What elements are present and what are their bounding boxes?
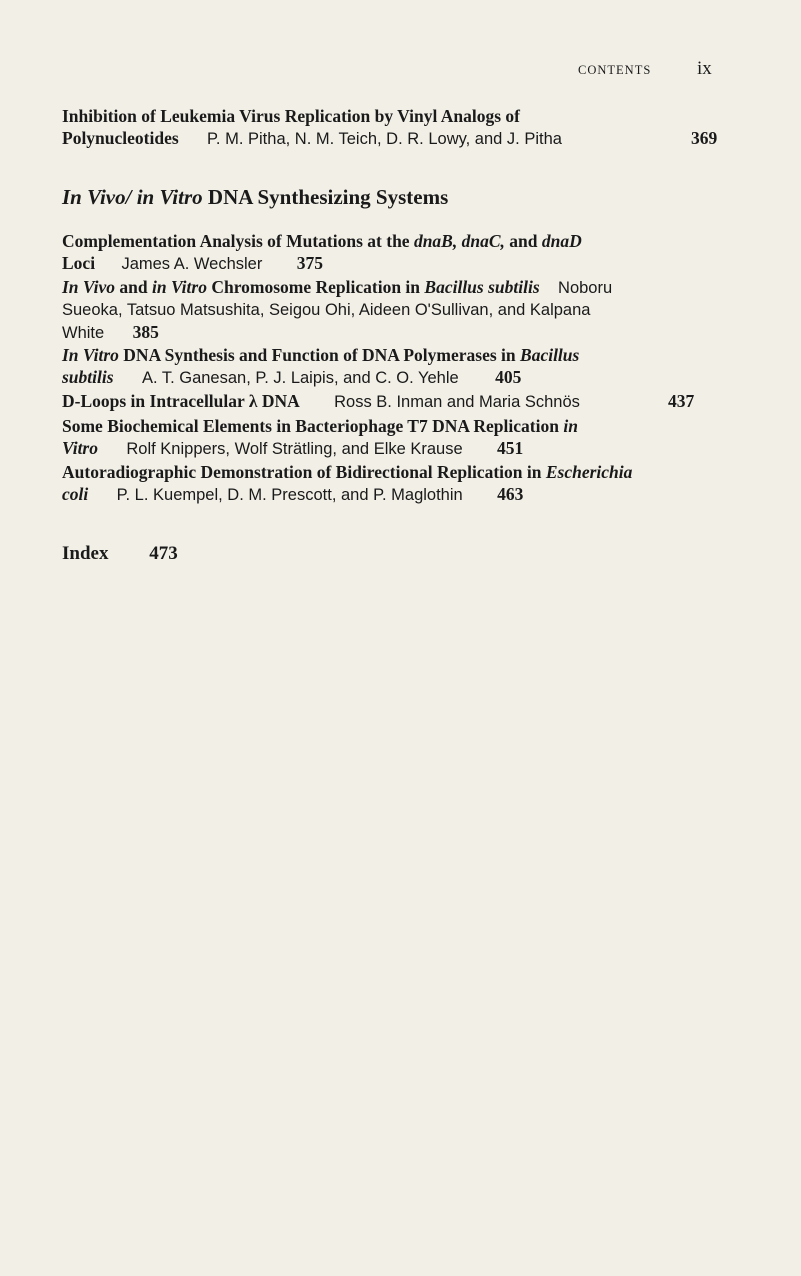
entry-authors: A. T. Ganesan, P. J. Laipis, and C. O. Yehle (141, 369, 459, 387)
toc-entry (62, 276, 722, 344)
toc-entry (62, 230, 722, 275)
entry-authors: Sueoka, Tatsuo Matsushita, Seigou Ohi, Aideen O'Sullivan, and Kalpana (62, 301, 591, 319)
entry-title-italic: Vitro (62, 438, 98, 458)
entry-page: 437 (668, 391, 695, 411)
toc-entry (62, 415, 722, 460)
entry-authors: Ross B. Inman and Maria Schnös (334, 393, 580, 411)
entry-authors: James A. Wechsler (121, 255, 263, 273)
entry-title: Autoradiographic Demonstration of Bidirectional Replication in (62, 462, 546, 482)
index-page: 473 (149, 543, 178, 564)
entry-title-italic: Escherichia (545, 462, 633, 482)
entry-title-italic: subtilis (62, 367, 114, 387)
entry-title: Chromosome Replication in (206, 277, 425, 297)
entry-authors: White (62, 324, 105, 342)
entry-title-italic: in (563, 416, 578, 436)
toc-entry (62, 344, 722, 389)
entry-title: DNA Synthesis and Function of DNA Polymerases in (118, 345, 521, 365)
entry-page: 405 (495, 367, 522, 387)
entry-authors: P. M. Pitha, N. M. Teich, D. R. Lowy, and J. Pitha (207, 130, 562, 148)
entry-page: 385 (132, 322, 159, 342)
entry-title-italic: in Vitro (151, 277, 207, 297)
entry-title-italic: Bacillus subtilis (424, 277, 540, 297)
entry-title-italic: Bacillus (520, 345, 580, 365)
toc-entry (62, 105, 722, 150)
entry-title-italic: dnaD (541, 231, 582, 251)
entry-title: D-Loops in Intracellular λ DNA (62, 391, 300, 411)
entry-page: 451 (497, 438, 524, 458)
section-title-rest: DNA Synthesizing Systems (207, 185, 449, 209)
entry-page: 369 (691, 128, 718, 148)
entry-title: Loci (62, 253, 96, 273)
toc-entry (62, 390, 722, 413)
entry-title: Some Biochemical Elements in Bacteriophage T7 DNA Replication (62, 416, 564, 436)
entry-title-italic: In Vitro (62, 345, 119, 365)
entry-title: Complementation Analysis of Mutations at the (62, 231, 414, 251)
section-title-italic: In Vivo/ in Vitro (62, 185, 203, 209)
entry-title: Inhibition of Leukemia Virus Replication by Vinyl Analogs of (62, 106, 521, 126)
entry-authors: Rolf Knippers, Wolf Strätling, and Elke Krause (126, 440, 463, 458)
header-page-number: ix (697, 58, 712, 79)
header-label: CONTENTS (578, 63, 652, 77)
entry-title: and (504, 231, 542, 251)
entry-authors: Noboru (558, 279, 613, 297)
toc-entry (62, 461, 722, 506)
entry-page: 463 (497, 484, 524, 504)
entry-title-italic: coli (62, 484, 89, 504)
entry-title: Polynucleotides (62, 128, 179, 148)
entry-title: and (115, 277, 152, 297)
index-entry (62, 543, 178, 565)
entry-page: 375 (296, 253, 323, 273)
index-label: Index (62, 543, 109, 564)
entry-authors: P. L. Kuempel, D. M. Prescott, and P. Maglothin (116, 486, 463, 504)
section-title (62, 185, 448, 210)
entry-title-italic: In Vivo (62, 277, 116, 297)
entry-title-italic: dnaB, dnaC, (413, 231, 505, 251)
